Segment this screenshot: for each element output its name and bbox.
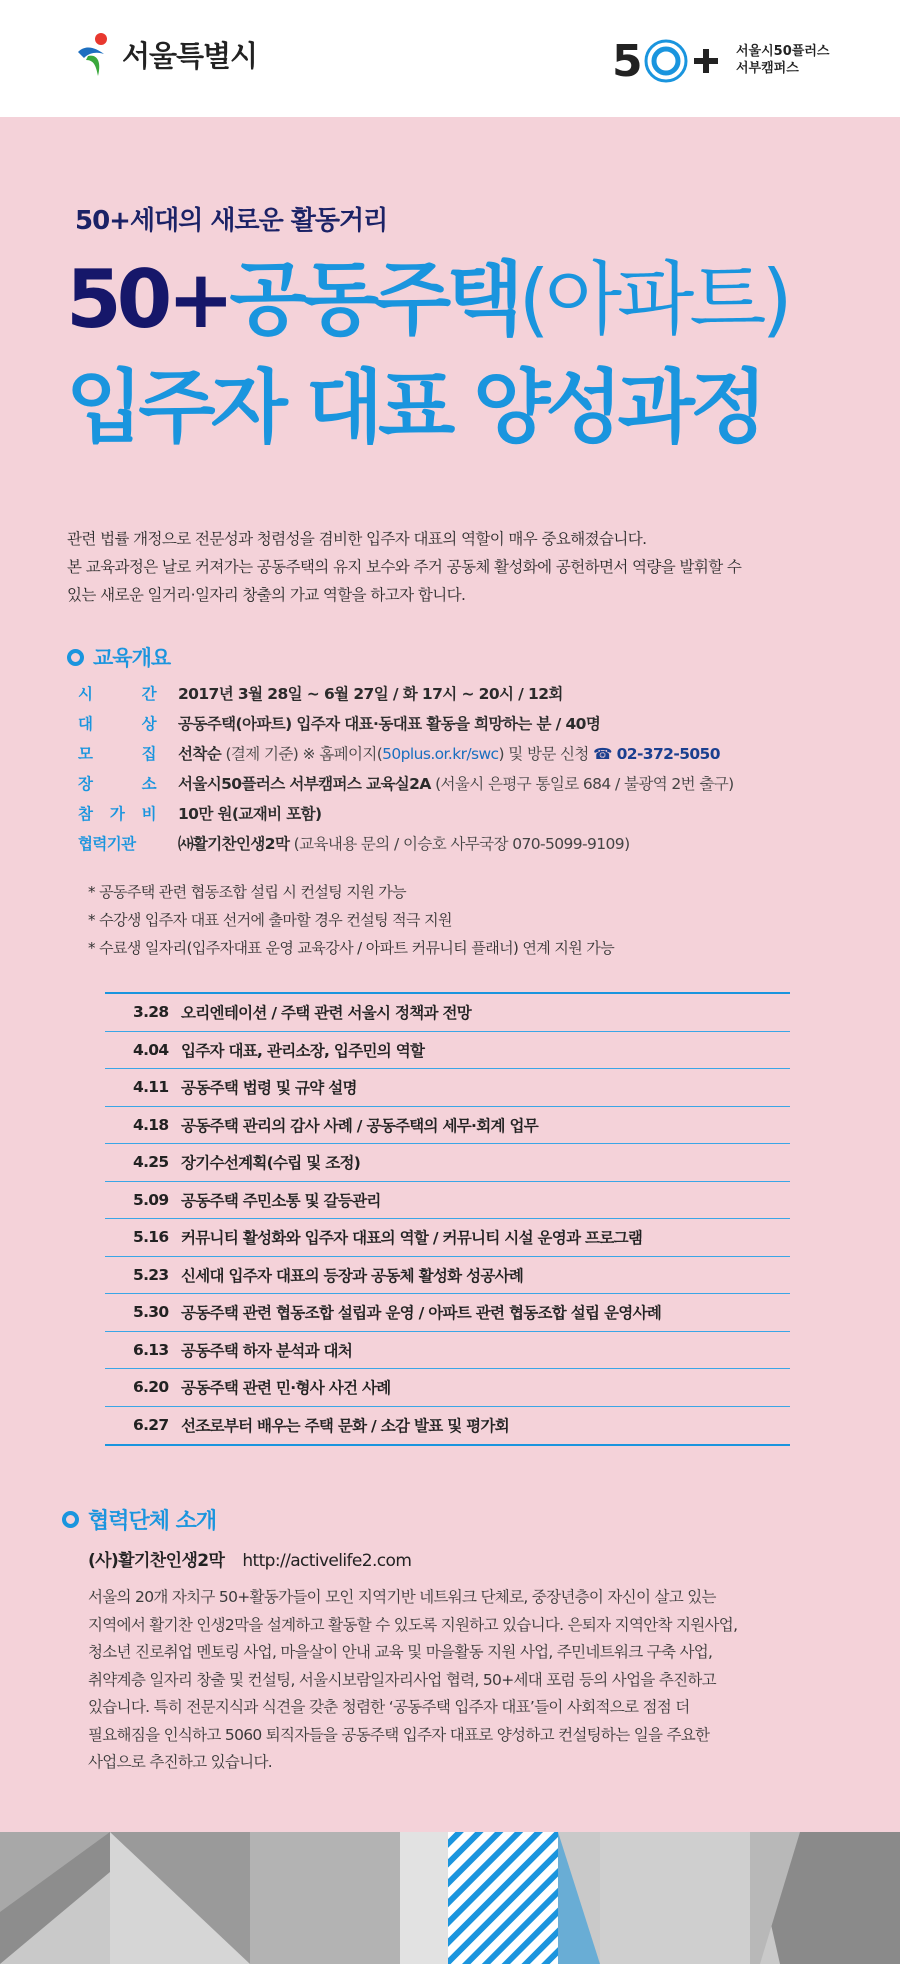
info-label: 모 집	[78, 745, 156, 763]
schedule-topic: 공동주택 주민소통 및 갈등관리	[181, 1191, 381, 1210]
partner-desc-line: 필요해짐을 인식하고 5060 퇴직자들을 공동주택 입주자 대표로 양성하고 컨설팅하는 일을 주요한	[88, 1725, 710, 1744]
partner-org	[88, 1546, 411, 1571]
info-label: 장 소	[78, 775, 156, 793]
title-paren: (아파트)	[518, 253, 788, 346]
schedule-topic: 장기수선계획(수립 및 조정)	[181, 1154, 361, 1173]
schedule-row	[105, 1219, 790, 1257]
seoul-logo[interactable]	[74, 30, 257, 78]
schedule-date: 4.25	[133, 1153, 169, 1172]
intro-line: 본 교육과정은 날로 커져가는 공동주택의 유지 보수와 주거 공동체 활성화에 공헌하면서 역량을 발휘할 수	[67, 558, 742, 576]
info-row-recruit	[78, 738, 734, 768]
schedule-row	[105, 1032, 790, 1070]
schedule-date: 4.04	[133, 1040, 169, 1059]
partner-desc-line: 청소년 진로취업 멘토링 사업, 마을살이 안내 교육 및 마을활동 지원 사업, 주민네트워크 구축 사업,	[88, 1643, 713, 1661]
partner-heading-text: 협력단체 소개	[88, 1509, 217, 1534]
partner-desc-line: 사업으로 추진하고 있습니다.	[88, 1753, 272, 1771]
svg-text:5: 5	[612, 36, 643, 87]
partner-desc-line: 있습니다. 특히 전문지식과 식견을 갖춘 청렴한 ‘공동주택 입주자 대표’들이 사회적으로 점점 더	[88, 1698, 690, 1716]
schedule-row	[105, 1257, 790, 1295]
schedule-date: 5.30	[133, 1303, 169, 1322]
info-row-target	[78, 708, 734, 738]
schedule-topic: 공동주택 법령 및 규약 설명	[181, 1079, 357, 1098]
hero-title-line2: 입주자 대표 양성과정	[66, 361, 763, 454]
intro-text	[67, 525, 837, 609]
overview-heading	[67, 642, 170, 672]
notes-list	[88, 878, 614, 962]
info-value: 2017년 3월 28일 ~ 6월 27일 / 화 17시 ~ 20시 / 12회	[178, 685, 563, 703]
partner-org-name: (사)활기찬인생2막	[88, 1551, 225, 1571]
seoul-logo-text: 서울특별시	[122, 38, 258, 73]
schedule-topic: 선조로부터 배우는 주택 문화 / 소감 발표 및 평가회	[181, 1417, 509, 1436]
hero-eyebrow: 50+세대의 새로운 활동거리	[75, 206, 388, 236]
partner-description	[88, 1584, 818, 1777]
ring-bullet-icon	[62, 1511, 79, 1528]
homepage-link[interactable]: 50plus.or.kr/swc	[382, 745, 499, 763]
schedule-date: 6.13	[133, 1340, 169, 1359]
schedule-topic: 공동주택 관련 협동조합 설립과 운영 / 아파트 관련 협동조합 설립 운영사례	[181, 1304, 662, 1323]
note-item: * 수강생 입주자 대표 선거에 출마할 경우 컨설팅 적극 지원	[88, 911, 452, 929]
intro-line: 있는 새로운 일거리·일자리 창출의 가교 역할을 하고자 합니다.	[67, 586, 466, 604]
partner-desc-line: 지역에서 활기찬 인생2막을 설계하고 활동할 수 있도록 지원하고 있습니다. 은퇴자 지역안착 지원사업,	[88, 1615, 738, 1634]
note-item: * 수료생 일자리(입주자대표 운영 교육강사 / 아파트 커뮤니티 플래너) 연계 지원 가능	[88, 939, 615, 957]
schedule-date: 6.20	[133, 1378, 169, 1397]
footer-decoration	[0, 1832, 900, 1964]
title-prefix: 50+	[66, 253, 230, 346]
info-row-fee	[78, 798, 734, 828]
seoul-emblem-icon	[74, 30, 118, 78]
overview-heading-text: 교육개요	[93, 646, 171, 670]
schedule-row	[105, 1332, 790, 1370]
schedule-date: 3.28	[133, 1003, 169, 1022]
fifty-plus-logo-icon	[612, 32, 724, 88]
info-label: 대 상	[78, 715, 156, 733]
info-row-place	[78, 768, 734, 798]
info-value: 10만 원(교재비 포함)	[178, 805, 322, 823]
schedule-row	[105, 1144, 790, 1182]
intro-line: 관련 법률 개정으로 전문성과 청렴성을 겸비한 입주자 대표의 역할이 매우 중요해졌습니다.	[67, 530, 647, 548]
schedule-row	[105, 1182, 790, 1220]
campus-name-line1: 서울시50플러스	[736, 44, 830, 59]
partner-heading	[62, 1504, 216, 1535]
overview-info	[78, 678, 734, 858]
note-item: * 공동주택 관련 협동조합 설립 시 컨설팅 지원 가능	[88, 883, 407, 901]
info-value: 선착순 (결제 기준) ※ 홈페이지(50plus.or.kr/swc) 및 방문 신청 ☎ 02-372-5050	[178, 745, 720, 763]
schedule-topic: 신세대 입주자 대표의 등장과 공동체 활성화 성공사례	[181, 1266, 524, 1285]
schedule-topic: 공동주택 관리의 감사 사례 / 공동주택의 세무·회계 업무	[181, 1116, 539, 1135]
info-label: 참 가 비	[78, 805, 156, 823]
info-label: 협력기관	[78, 835, 136, 853]
schedule-date: 5.23	[133, 1265, 169, 1284]
schedule-table	[105, 992, 790, 1446]
schedule-row	[105, 1294, 790, 1332]
info-label: 시 간	[78, 685, 156, 703]
schedule-date: 4.11	[133, 1078, 169, 1097]
hero-title-line1	[66, 252, 788, 348]
info-value: 서울시50플러스 서부캠퍼스 교육실2A (서울시 은평구 통일로 684 / 불광역 2번 출구)	[178, 775, 734, 793]
schedule-date: 6.27	[133, 1416, 169, 1435]
schedule-row	[105, 1407, 790, 1445]
phone-number[interactable]: ☎ 02-372-5050	[593, 745, 720, 763]
ring-bullet-icon	[67, 649, 84, 666]
schedule-topic: 공동주택 하자 분석과 대처	[181, 1341, 353, 1360]
schedule-row	[105, 994, 790, 1032]
campus-logo[interactable]	[612, 32, 829, 88]
schedule-topic: 공동주택 관련 민·형사 사건 사례	[181, 1379, 391, 1398]
campus-name-line2: 서부캠퍼스	[736, 61, 799, 76]
partner-url-link[interactable]: http://activelife2.com	[242, 1551, 412, 1571]
schedule-row	[105, 1369, 790, 1407]
schedule-topic: 오리엔테이션 / 주택 관련 서울시 정책과 전망	[181, 1004, 472, 1023]
partner-desc-line: 취약계층 일자리 창출 및 컨설팅, 서울시보람일자리사업 협력, 50+세대 포럼 등의 사업을 추진하고	[88, 1670, 716, 1689]
info-row-partner	[78, 828, 734, 858]
schedule-date: 4.18	[133, 1115, 169, 1134]
campus-name	[736, 43, 829, 77]
title-main: 공동주택	[229, 253, 519, 346]
schedule-date: 5.09	[133, 1190, 169, 1209]
schedule-topic: 입주자 대표, 관리소장, 입주민의 역할	[181, 1041, 425, 1060]
info-row-time	[78, 678, 734, 708]
info-value: 공동주택(아파트) 입주자 대표·동대표 활동을 희망하는 분 / 40명	[178, 715, 601, 733]
schedule-row	[105, 1107, 790, 1145]
schedule-date: 5.16	[133, 1228, 169, 1247]
schedule-row	[105, 1069, 790, 1107]
partner-desc-line: 서울의 20개 자치구 50+활동가들이 모인 지역기반 네트워크 단체로, 중장년층이 자신이 살고 있는	[88, 1588, 716, 1606]
info-value: ㈔활기찬인생2막 (교육내용 문의 / 이승호 사무국장 070-5099-9109)	[178, 835, 630, 853]
header-bar	[0, 0, 900, 117]
schedule-topic: 커뮤니티 활성화와 입주자 대표의 역할 / 커뮤니티 시설 운영과 프로그램	[181, 1229, 643, 1248]
